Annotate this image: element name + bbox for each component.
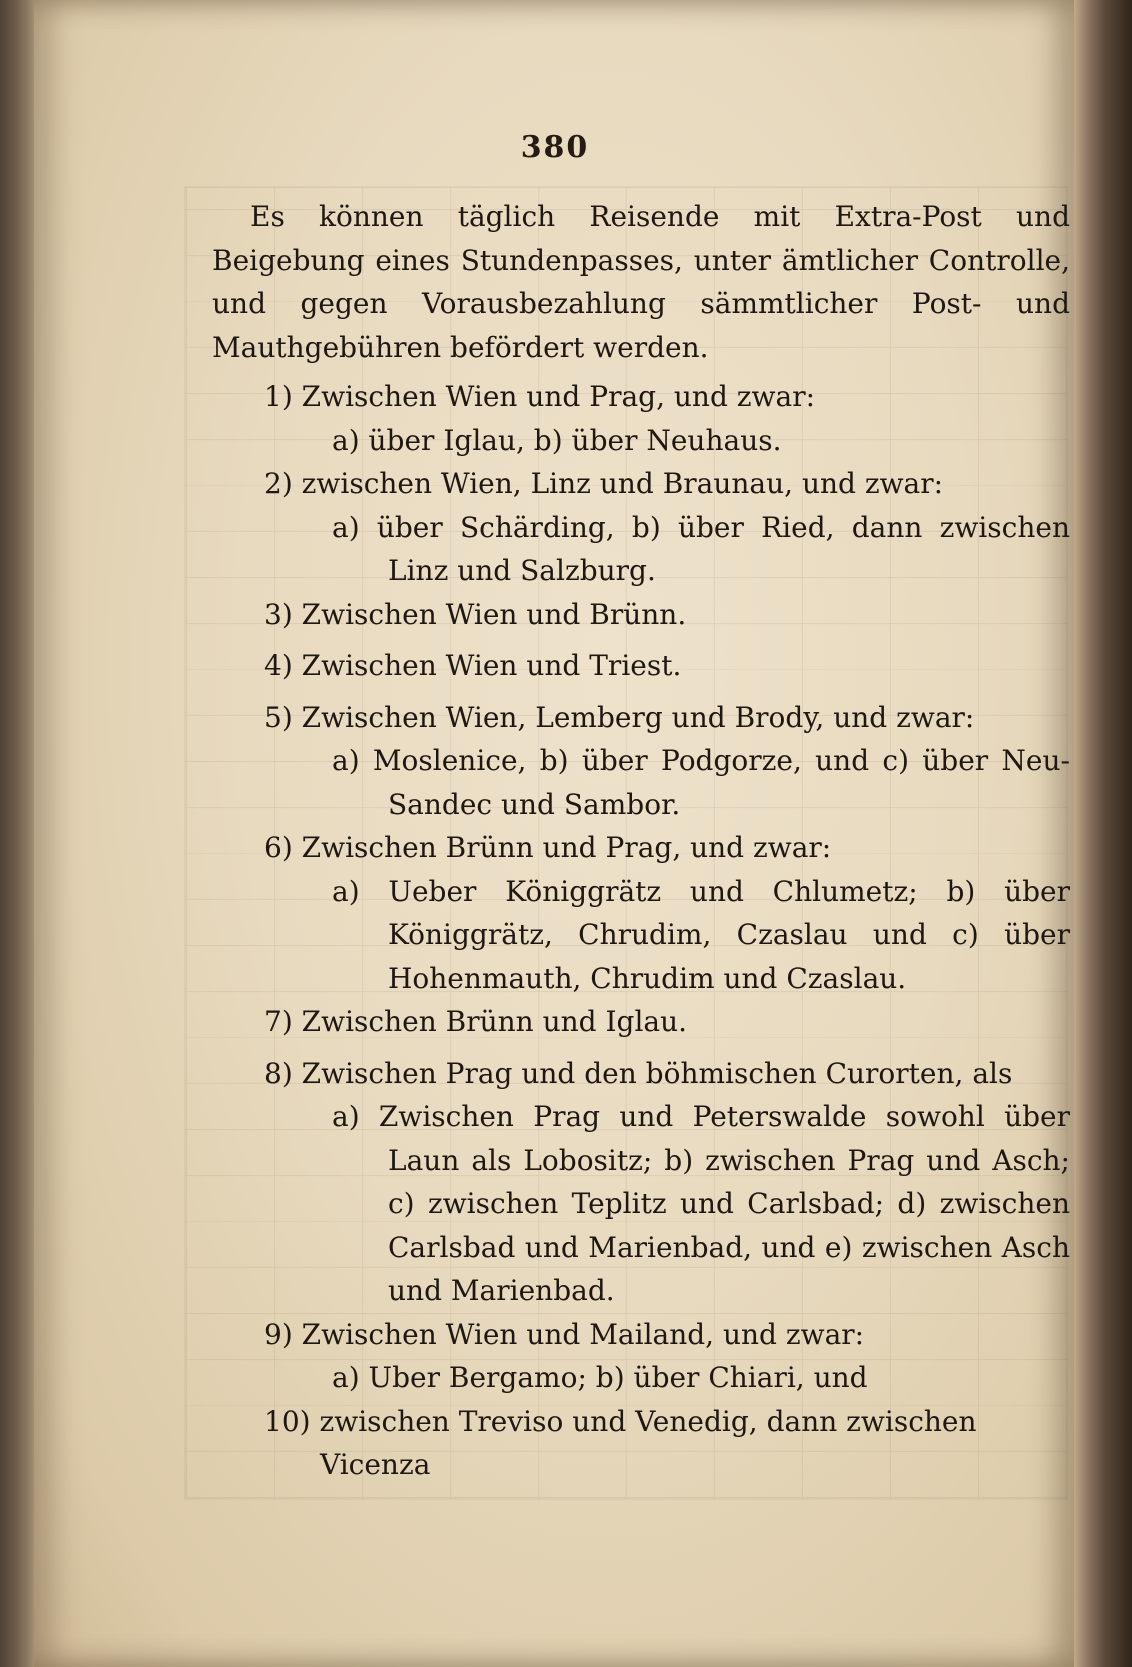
item-text: Zwischen Wien und Triest. (301, 649, 682, 682)
list-item-9 (212, 1313, 1070, 1357)
list-subitem-8: a) Zwischen Prag und Peterswalde sowohl über Laun als Lobositz; b) zwischen Prag und Asch; c) zwischen Teplitz und Carlsbad; d) zwischen Carlsbad und Marienbad, und e) zwischen Asch und Marienbad. (332, 1100, 1070, 1307)
list-subitem-9: a) Uber Bergamo; b) über Chiari, und (332, 1361, 868, 1394)
list-subitem-2: a) über Schärding, b) über Ried, dann zwischen Linz und Salzburg. (332, 510, 1070, 587)
list-subitem-5: a) Moslenice, b) über Podgorze, und c) über Neu-Sandec und Sambor. (332, 744, 1070, 821)
list-item-3 (212, 593, 1070, 637)
book-spine-right (1074, 0, 1132, 1667)
list-subitem-1: a) über Iglau, b) über Neuhaus. (332, 423, 782, 457)
item-number: 8) (264, 1056, 293, 1090)
item-text: Zwischen Wien und Brünn. (301, 597, 687, 631)
list-item-10 (212, 1400, 1070, 1487)
item-text: Zwischen Wien und Prag, und zwar: (301, 380, 816, 413)
item-number: 6) (264, 831, 293, 864)
item-text: zwischen Treviso und Venedig, dann zwischen Vicenza (319, 1404, 977, 1481)
book-spine-left (0, 0, 36, 1667)
item-number: 9) (264, 1317, 293, 1351)
item-number: 3) (264, 597, 293, 631)
item-number: 1) (264, 380, 293, 413)
item-text: Zwischen Wien, Lemberg und Brody, und zwar: (301, 700, 975, 734)
intro-text: Es können täglich Reisende mit Extra-Post und Beigebung eines Stundenpasses, unter ämtlicher Controlle, und gegen Vorausbezahlung sämmtlicher Post- und Mauthgebühren befördert werden. (212, 200, 1070, 364)
item-text: Zwischen Brünn und Iglau. (301, 1005, 688, 1038)
item-text: zwischen Wien, Linz und Braunau, und zwar: (301, 467, 944, 500)
item-text: Zwischen Brünn und Prag, und zwar: (301, 831, 832, 864)
page-number: 380 (520, 130, 590, 165)
list-item-4 (212, 644, 1070, 688)
item-text: Zwischen Wien und Mailand, und zwar: (301, 1317, 865, 1351)
book-page (34, 0, 1076, 1667)
item-number: 4) (264, 649, 293, 682)
item-text: Zwischen Prag und den böhmischen Curorten, als (301, 1056, 1013, 1090)
list-item-5 (212, 696, 1070, 740)
item-number: 2) (264, 467, 293, 500)
item-number: 5) (264, 700, 293, 734)
page-text (212, 195, 1070, 1487)
list-item-8 (212, 1052, 1070, 1096)
list-item-6 (212, 826, 1070, 870)
item-number: 7) (264, 1005, 293, 1038)
list-subitem-6: a) Ueber Königgrätz und Chlumetz; b) über Königgrätz, Chrudim, Czaslau und c) über Hohenmauth, Chrudim und Czaslau. (332, 874, 1070, 995)
intro-paragraph (212, 195, 1070, 369)
item-number: 10) (264, 1404, 311, 1438)
list-item-2 (212, 462, 1070, 506)
list-item-7 (212, 1000, 1070, 1044)
list-item-1 (212, 375, 1070, 419)
